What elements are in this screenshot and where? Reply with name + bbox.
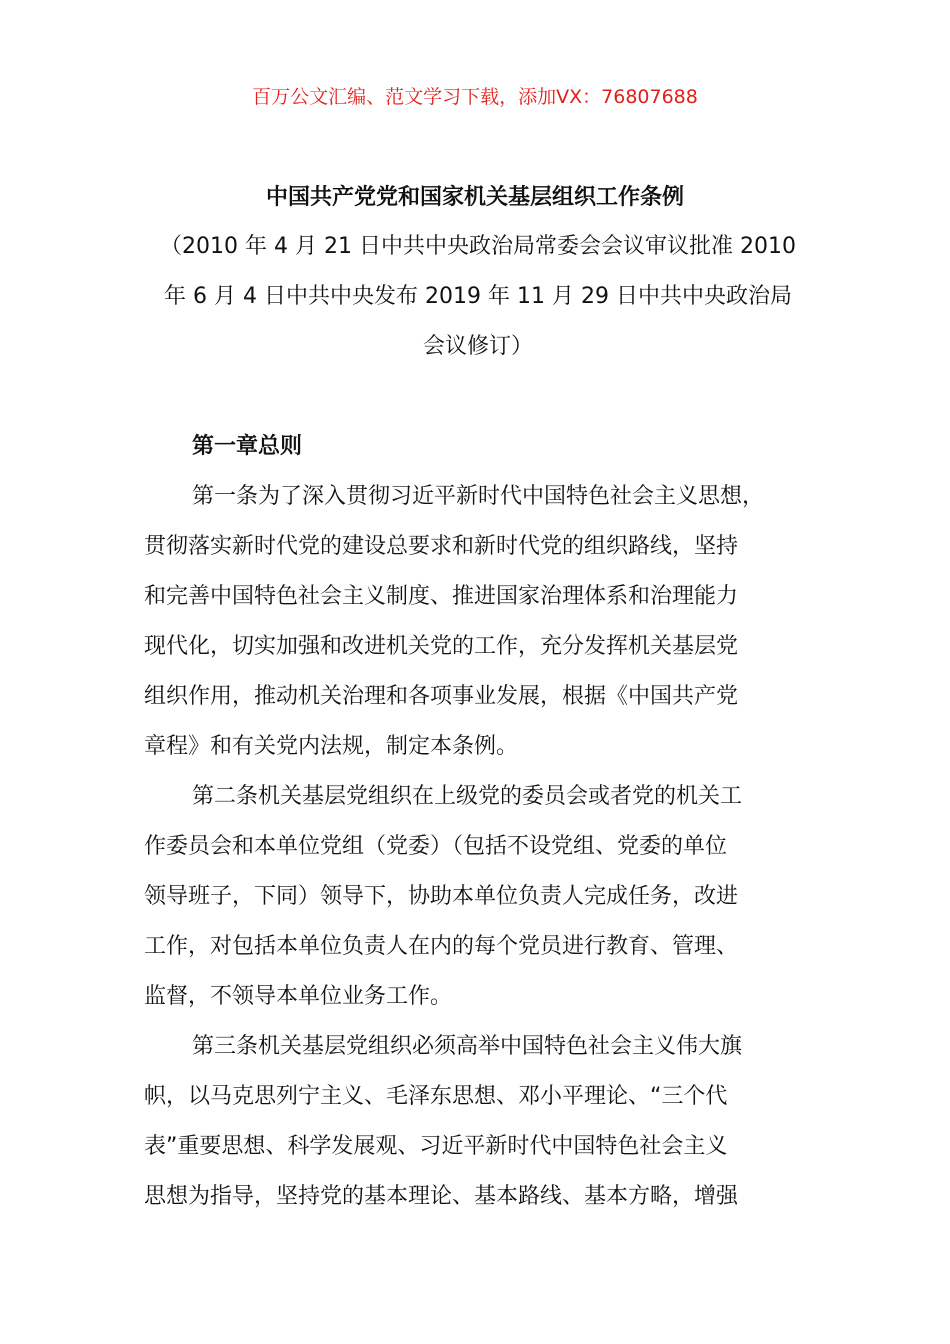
paragraph-line: 和完善中国特色社会主义制度、推进国家治理体系和治理能力 — [144, 584, 739, 609]
subtitle-line: （2010 年 4 月 21 日中共中央政治局常委会会议审议批准 2010 — [160, 234, 796, 259]
paragraph-line: 章程》和有关党内法规，制定本条例。 — [144, 734, 519, 759]
document-subtitle — [148, 222, 808, 372]
subtitle-line: 年 6 月 4 日中共中央发布 2019 年 11 月 29 日中共中央政治局 — [164, 284, 792, 309]
paragraph-line: 现代化，切实加强和改进机关党的工作，充分发挥机关基层党 — [144, 634, 739, 659]
paragraph-line: 第三条机关基层党组织必须高举中国特色社会主义伟大旗 — [192, 1034, 743, 1059]
paragraph-line: 第一条为了深入贯彻习近平新时代中国特色社会主义思想， — [192, 484, 765, 509]
paragraph-line: 第二条机关基层党组织在上级党的委员会或者党的机关工 — [192, 784, 743, 809]
paragraph-line: 工作，对包括本单位负责人在内的每个党员进行教育、管理、 — [144, 934, 739, 959]
promo-banner: 百万公文汇编、范文学习下载，添加VX：76807688 — [252, 86, 698, 108]
paragraph-line: 领导班子，下同）领导下，协助本单位负责人完成任务，改进 — [144, 884, 739, 909]
document-title: 中国共产党党和国家机关基层组织工作条例 — [265, 185, 684, 210]
article-paragraph — [144, 772, 834, 1022]
paragraph-line: 贯彻落实新时代党的建设总要求和新时代党的组织路线，坚持 — [144, 534, 739, 559]
paragraph-line: 表”重要思想、科学发展观、习近平新时代中国特色社会主义 — [144, 1134, 728, 1159]
chapter-heading: 第一章总则 — [192, 434, 303, 459]
article-body — [144, 472, 834, 1222]
article-paragraph — [144, 472, 834, 772]
article-paragraph — [144, 1022, 834, 1222]
paragraph-line: 作委员会和本单位党组（党委）（包括不设党组、党委的单位 — [144, 834, 728, 859]
paragraph-line: 监督，不领导本单位业务工作。 — [144, 984, 453, 1009]
paragraph-line: 组织作用，推动机关治理和各项事业发展，根据《中国共产党 — [144, 684, 739, 709]
paragraph-line: 帜，以马克思列宁主义、毛泽东思想、邓小平理论、“三个代 — [144, 1084, 728, 1109]
subtitle-line: 会议修订） — [422, 334, 533, 359]
paragraph-line: 思想为指导，坚持党的基本理论、基本路线、基本方略，增强 — [144, 1184, 739, 1209]
